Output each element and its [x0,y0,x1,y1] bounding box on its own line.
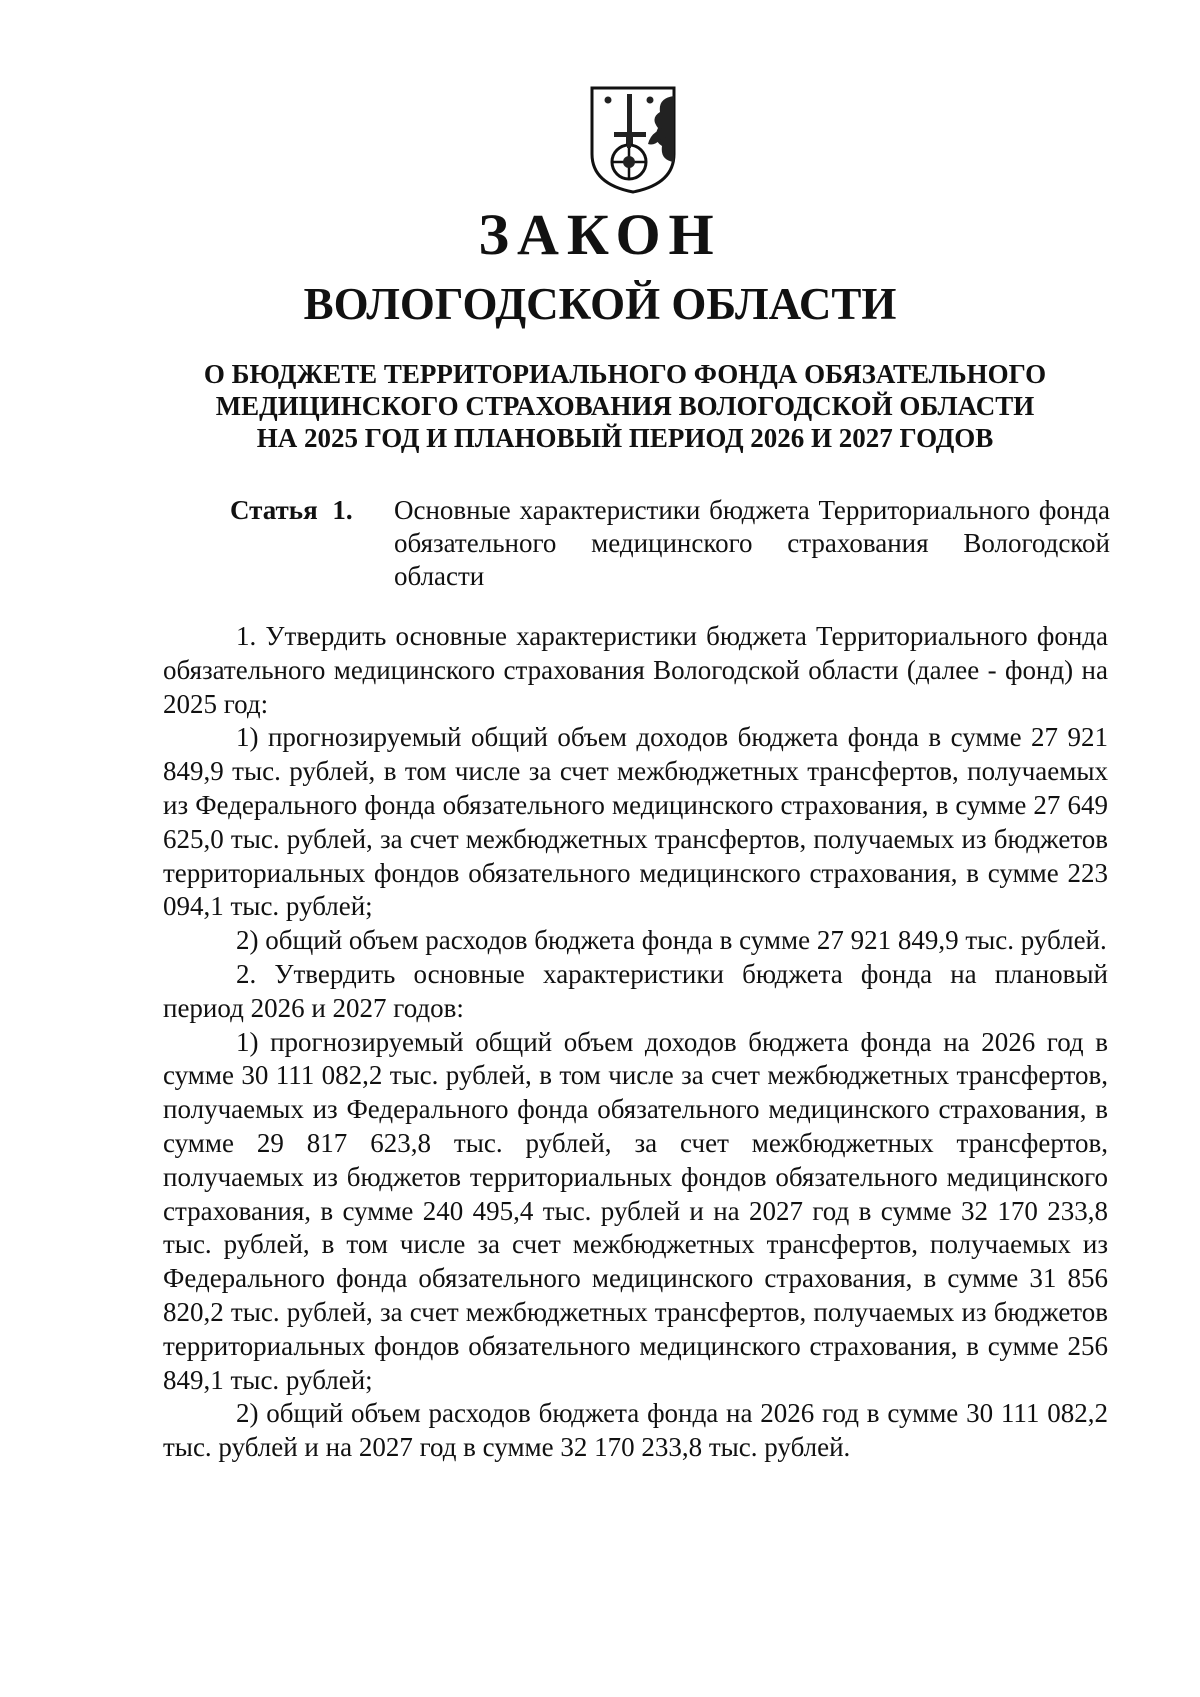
subtitle-line: О БЮДЖЕТЕ ТЕРРИТОРИАЛЬНОГО ФОНДА ОБЯЗАТЕЛЬНОГО [203,359,1047,389]
paragraph: 2) общий объем расходов бюджета фонда в сумме 27 921 849,9 тыс. рублей. [236,925,1107,956]
region-title: ВОЛОГОДСКОЙ ОБЛАСТИ [303,279,897,329]
paragraph: 1. Утвердить основные характеристики бюджета Территориального фонда обязательного медицинского страхования Вологодской области (далее - фонд) на 2025 год: [163,621,1108,719]
law-subtitle [150,358,1100,454]
article-number: Статья 1. [230,495,353,525]
article-title: Основные характеристики бюджета Территориального фонда обязательного медицинского страхования Вологодской области [394,495,1110,591]
article-body [163,620,1108,1465]
paragraph: 2. Утвердить основные характеристики бюджета фонда на плановый период 2026 и 2027 годов: [163,958,1108,1023]
paragraph: 1) прогнозируемый общий объем доходов бюджета фонда на 2026 год в сумме 30 111 082,2 тыс. рублей, в том числе за счет межбюджетных трансфертов, получаемых из Федерального фонда обязательного медицинского страхования, в сумме 29 817 623,8 тыс. рублей, за счет межбюджетных трансфертов, получаемых из бюджетов территориальных фондов обязательного медицинского страхования, в сумме 240 495,4 тыс. рублей и на 2027 год в сумме 32 170 233,8 тыс. рублей, в том числе за счет межбюджетных трансфертов, получаемых из Федерального фонда обязательного медицинского страхования, в сумме 31 856 820,2 тыс. рублей, за счет межбюджетных трансфертов, получаемых из бюджетов территориальных фондов обязательного медицинского страхования, в сумме 256 849,1 тыс. рублей; [163,1026,1108,1395]
subtitle-line: НА 2025 ГОД И ПЛАНОВЫЙ ПЕРИОД 2026 И 2027 ГОДОВ [256,423,994,453]
vologda-coat-of-arms-icon [588,84,678,196]
article-heading [230,494,1110,593]
paragraph: 2) общий объем расходов бюджета фонда на 2026 год в сумме 30 111 082,2 тыс. рублей и на 2027 год в сумме 32 170 233,8 тыс. рублей. [163,1398,1108,1463]
law-title: ЗАКОН [478,202,722,267]
paragraph: 1) прогнозируемый общий объем доходов бюджета фонда в сумме 27 921 849,9 тыс. рублей, в том числе за счет межбюджетных трансфертов, получаемых из Федерального фонда обязательного медицинского страхования, в сумме 27 649 625,0 тыс. рублей, за счет межбюджетных трансфертов, получаемых из бюджетов территориальных фондов обязательного медицинского страхования, в сумме 223 094,1 тыс. рублей; [163,722,1108,922]
subtitle-line: МЕДИЦИНСКОГО СТРАХОВАНИЯ ВОЛОГОДСКОЙ ОБЛАСТИ [215,391,1035,421]
